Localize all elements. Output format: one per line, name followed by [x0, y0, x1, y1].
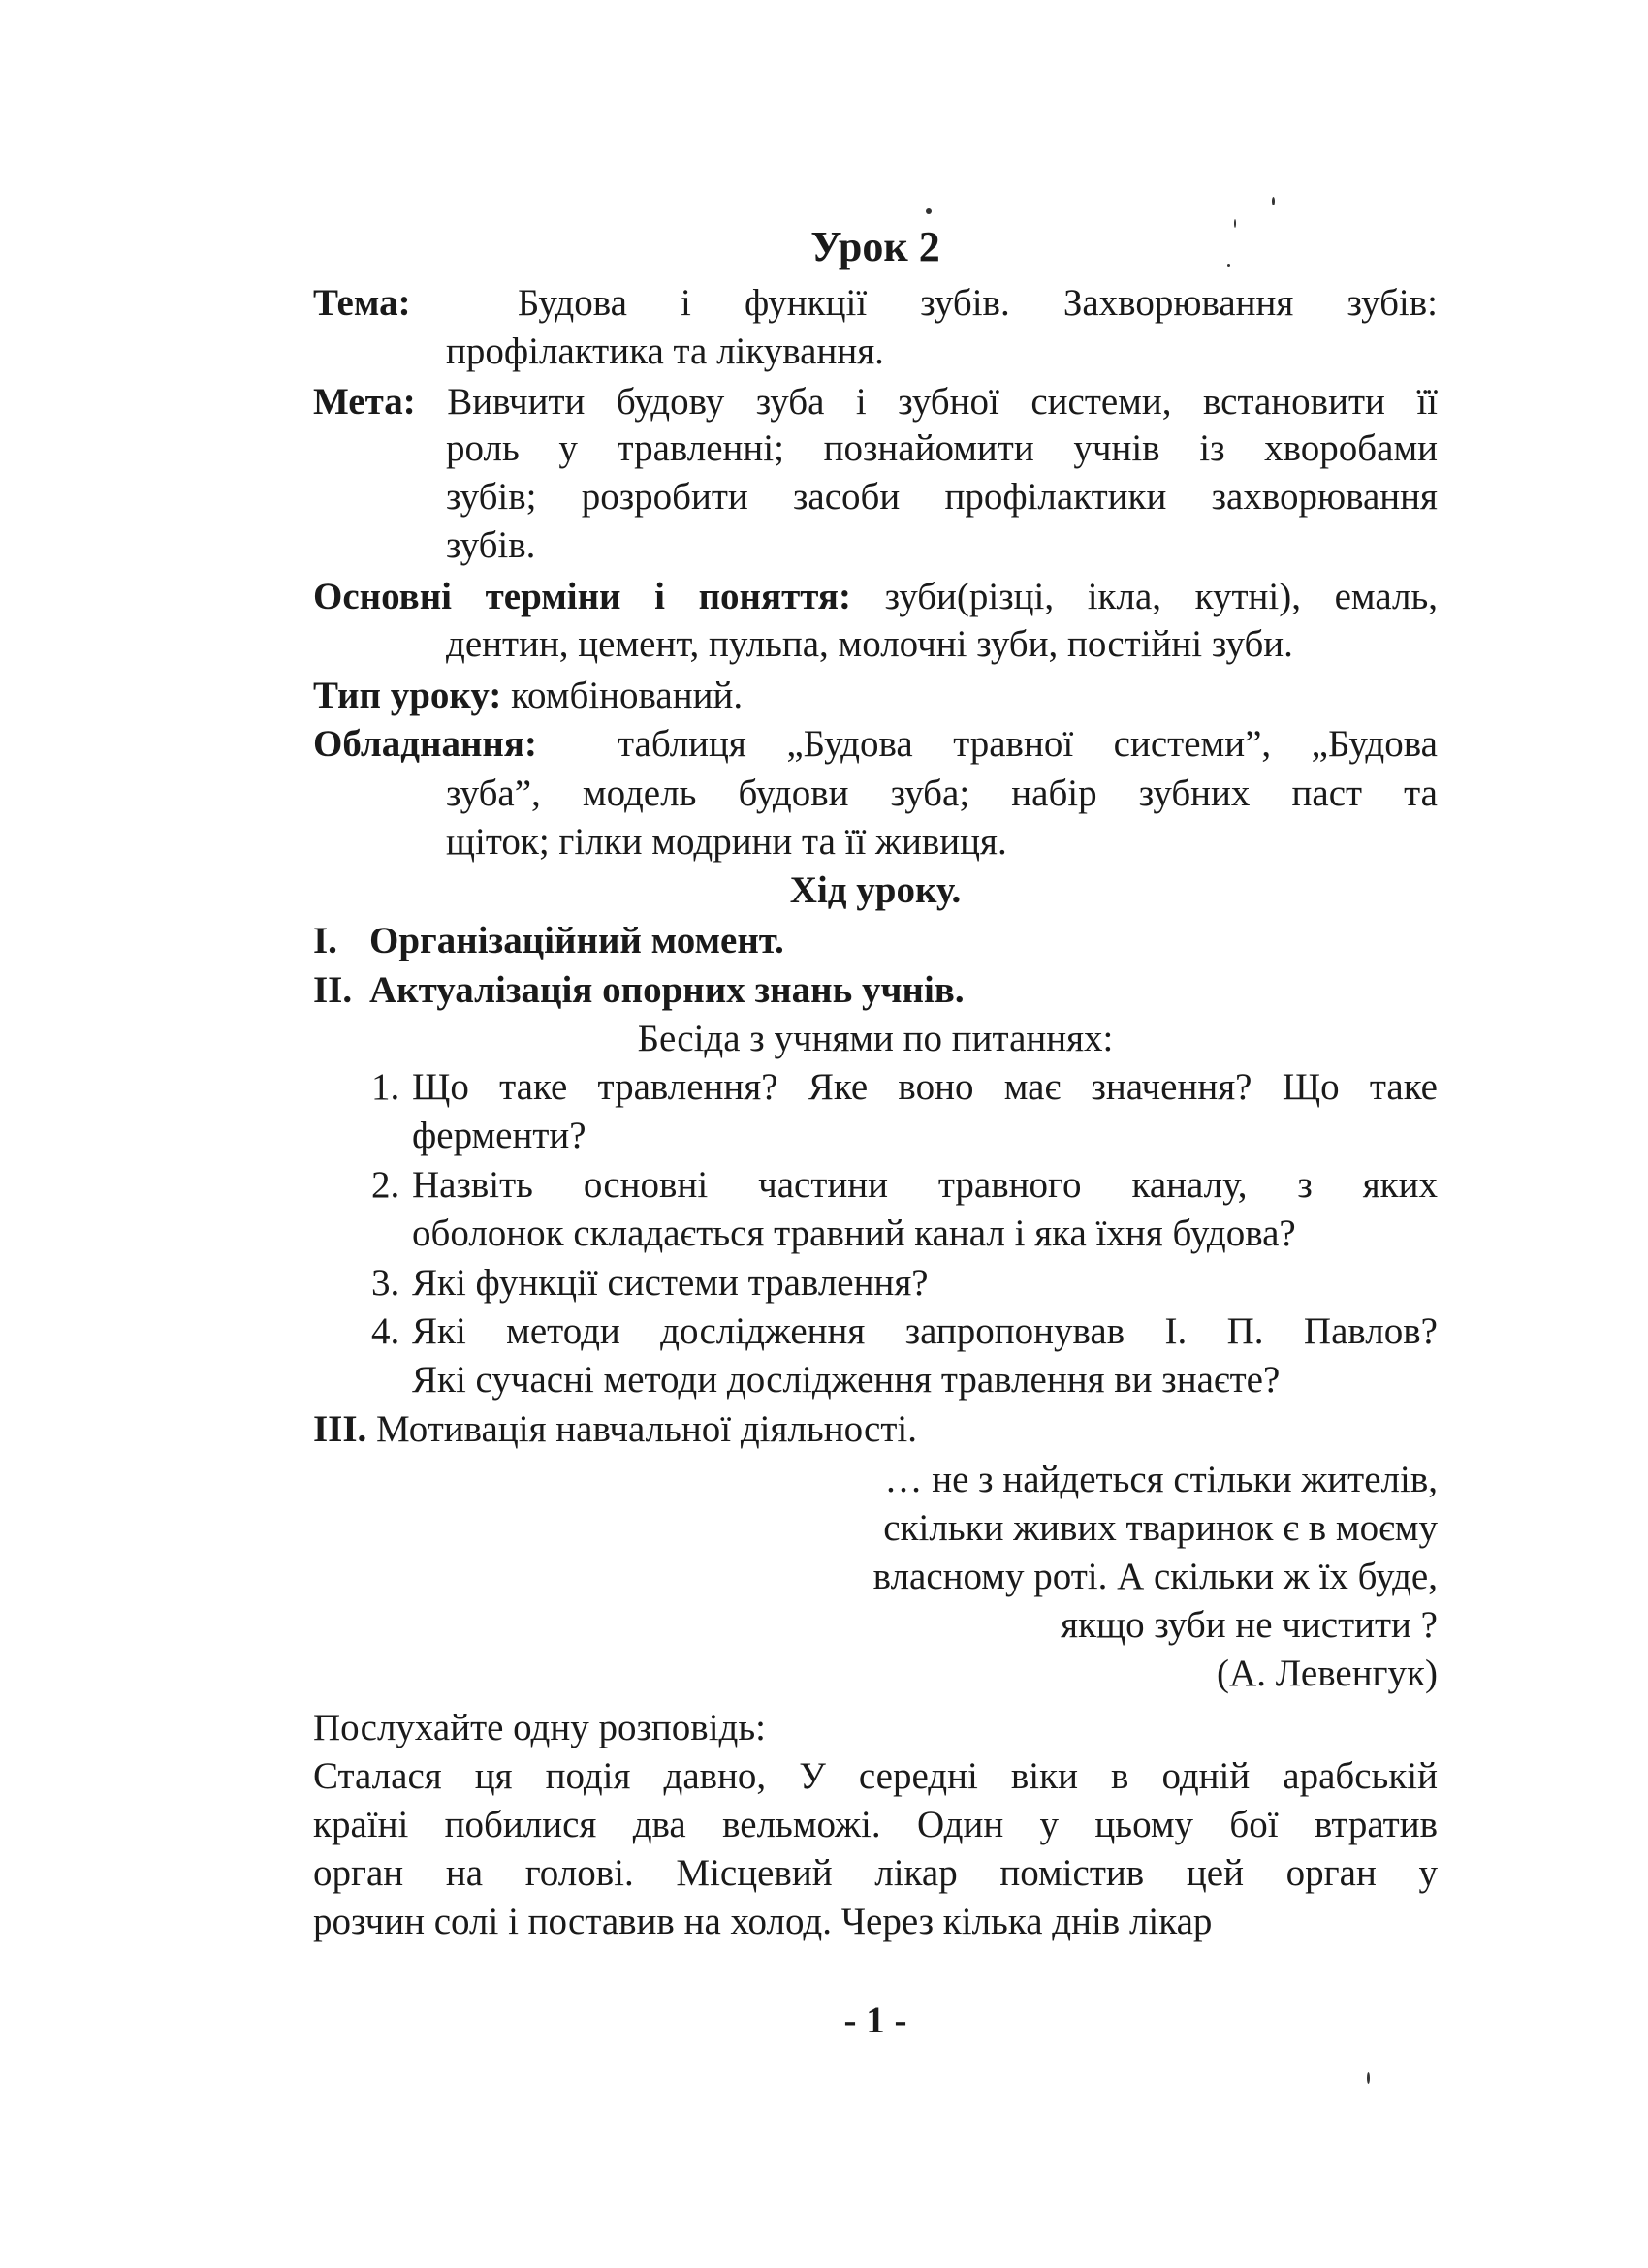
- equipment-line-3: щіток; гілки модрини та її живиця.: [446, 821, 1007, 863]
- conversation-heading: Бесіда з учнями по питаннях:: [637, 1018, 1114, 1059]
- goal-line-1: Мета: Вивчити будову зуба і зубної системи, встановити її: [313, 381, 1439, 423]
- goal-line-3: зубів; розробити засоби профілактики захворювання: [446, 476, 1438, 518]
- story-line-4: розчин солі і поставив на холод. Через кілька днів лікар: [313, 1901, 1213, 1942]
- scan-speck: [1272, 197, 1275, 205]
- terms-line-1: Основні терміни і поняття: зуби(різці, ікла, кутні), емаль,: [313, 576, 1438, 617]
- story-line-3: орган на голові. Місцевий лікар помістив цей орган у: [313, 1852, 1438, 1894]
- question-2-line-1: 2. Назвіть основні частини травного каналу, з яких: [371, 1164, 1438, 1206]
- section-2: II. Актуалізація опорних знань учнів.: [313, 969, 965, 1011]
- story-line-1: Сталася ця подія давно, У середні віки в одній арабській: [313, 1755, 1438, 1797]
- epigraph-line-1: … не з найдеться стільки жителів,: [884, 1459, 1438, 1500]
- question-4-line-1: 4. Які методи дослідження запропонував І. П. Павлов?: [371, 1310, 1438, 1352]
- section-1: I. Організаційний момент.: [313, 920, 784, 961]
- goal-line-2: роль у травленні; познайомити учнів із хворобами: [446, 427, 1438, 469]
- question-3-line-1: 3. Які функції системи травлення?: [371, 1262, 929, 1304]
- epigraph-line-4: якщо зуби не чистити ?: [1061, 1604, 1438, 1646]
- terms-line-2: дентин, цемент, пульпа, молочні зуби, постійні зуби.: [446, 623, 1293, 665]
- story-intro: Послухайте одну розповідь:: [313, 1707, 767, 1748]
- question-1-line-1: 1. Що таке травлення? Яке воно має значення? Що таке: [371, 1066, 1438, 1108]
- topic-label: Тема:: [313, 282, 411, 324]
- question-4-line-2: Які сучасні методи дослідження травлення ви знаєте?: [412, 1359, 1281, 1401]
- epigraph-line-3: власному роті. А скільки ж їх буде,: [872, 1556, 1438, 1597]
- lesson-type-line: Тип уроку: комбінований.: [313, 675, 744, 716]
- epigraph-author: (А. Левенгук): [1217, 1653, 1438, 1694]
- topic-line-2: профілактика та лікування.: [446, 331, 884, 372]
- goal-label: Мета:: [313, 381, 416, 423]
- equipment-line-1: Обладнання: таблиця „Будова травної системи”, „Будова: [313, 723, 1438, 765]
- equipment-label: Обладнання:: [313, 723, 537, 765]
- lesson-type-label: Тип уроку:: [313, 675, 502, 716]
- equipment-line-2: зуба”, модель будови зуба; набір зубних паст та: [446, 772, 1438, 814]
- section-3: III. Мотивація навчальної діяльності.: [313, 1408, 917, 1450]
- question-2-line-2: оболонок складається травний канал і яка їхня будова?: [412, 1213, 1296, 1254]
- epigraph-line-2: скільки живих тваринок є в моєму: [883, 1507, 1438, 1549]
- goal-line-4: зубів.: [446, 524, 536, 566]
- topic-line-1: Тема: Будова і функції зубів. Захворювання зубів:: [313, 282, 1438, 324]
- scan-speck: [1367, 2072, 1370, 2084]
- story-line-2: країні побилися два вельможі. Один у цьому бої втратив: [313, 1804, 1438, 1845]
- scan-speck: [926, 208, 932, 214]
- lesson-title: Урок 2: [810, 223, 940, 270]
- page-number: - 1 -: [843, 2000, 907, 2041]
- terms-label: Основні терміни і поняття:: [313, 576, 852, 617]
- progress-heading: Хід уроку.: [789, 869, 962, 911]
- question-1-line-2: ферменти?: [412, 1115, 586, 1156]
